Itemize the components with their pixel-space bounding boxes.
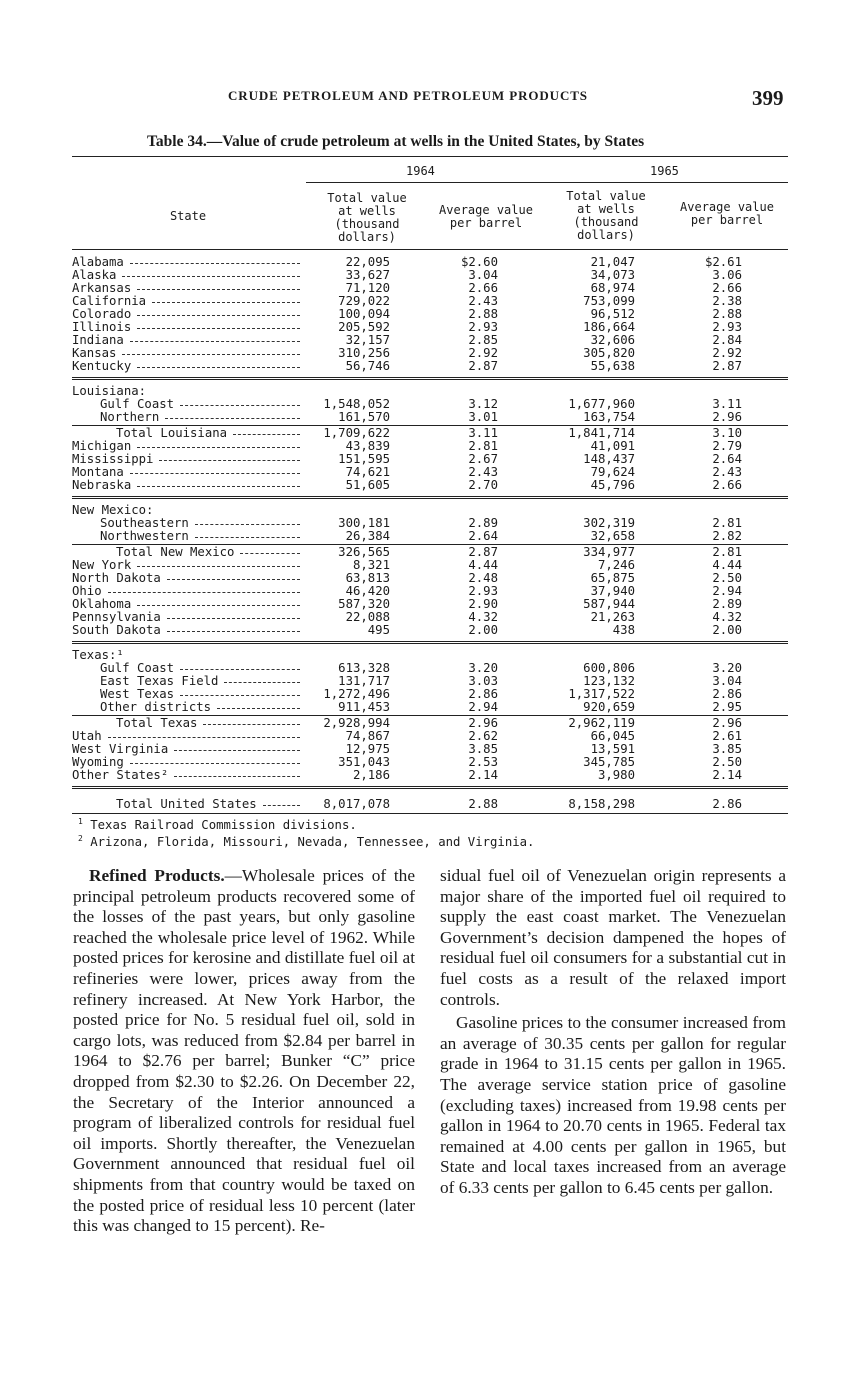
leader-dots [180, 405, 300, 406]
cell-a64: 2.70 [468, 478, 498, 492]
cell-a65: 2.00 [712, 623, 742, 637]
cell-a65: 2.50 [712, 755, 742, 769]
table-row [72, 530, 788, 543]
table-row [72, 585, 788, 598]
cell-a65: 4.32 [712, 610, 742, 624]
table-row [72, 611, 788, 624]
cell-v64: 587,320 [338, 597, 390, 611]
cell-a64: 4.32 [468, 610, 498, 624]
cell-v65: 148,437 [583, 452, 635, 466]
cell-v65: 41,091 [590, 439, 635, 453]
cell-v65: 920,659 [583, 700, 635, 714]
leader-dots [137, 289, 300, 290]
cell-v64: 729,022 [338, 294, 390, 308]
leader-dots [130, 763, 300, 764]
cell-a64: 3.01 [468, 410, 498, 424]
total-value-1964-header: Total value at wells (thousand dollars) [327, 191, 407, 244]
cell-a65: 2.50 [712, 571, 742, 585]
cell-v64: 911,453 [338, 700, 390, 714]
cell-a65: 2.88 [712, 307, 742, 321]
cell-v65: 45,796 [590, 478, 635, 492]
table-row [72, 743, 788, 756]
total-value-1965-header: Total value at wells (thousand dollars) [566, 189, 646, 242]
leader-dots [108, 737, 300, 738]
leader-dots [130, 341, 300, 342]
table-row [72, 440, 788, 453]
cell-a65: 2.89 [712, 597, 742, 611]
table-footnotes [78, 815, 534, 849]
cell-a65: 2.79 [712, 439, 742, 453]
cell-a65: 4.44 [712, 558, 742, 572]
table-row [72, 334, 788, 347]
row-label: Louisiana: [72, 384, 147, 398]
cell-v65: 438 [612, 623, 635, 637]
cell-v64: 2,186 [352, 768, 390, 782]
footnote-1-mark: 1 [78, 817, 83, 826]
average-value-1964-header: Average value per barrel [439, 203, 533, 230]
cell-v64: 63,813 [345, 571, 390, 585]
table-row [72, 479, 788, 492]
cell-v65: 1,677,960 [568, 397, 635, 411]
cell-v64: 74,621 [345, 465, 390, 479]
cell-a64: 2.66 [468, 281, 498, 295]
cell-a65: 2.64 [712, 452, 742, 466]
running-head: CRUDE PETROLEUM AND PETROLEUM PRODUCTS [228, 88, 588, 103]
cell-v64: 1,548,052 [323, 397, 390, 411]
row-label: New York [72, 558, 132, 572]
table-row [72, 546, 788, 559]
state-column-header: State [169, 209, 207, 223]
footnote-1 [78, 815, 534, 832]
cell-v64: 205,592 [338, 320, 390, 334]
table-row [72, 675, 788, 688]
row-label: West Virginia [72, 742, 169, 756]
row-label: Gulf Coast [100, 397, 175, 411]
cell-a65: 2.81 [712, 516, 742, 530]
row-label: Total New Mexico [116, 545, 235, 559]
table-row [72, 598, 788, 611]
year-1965-header: 1965 [650, 164, 679, 178]
cell-a65: 2.84 [712, 333, 742, 347]
cell-a65: 3.04 [712, 674, 742, 688]
cell-v65: 302,319 [583, 516, 635, 530]
table-row [72, 559, 788, 572]
cell-v64: 326,565 [338, 545, 390, 559]
cell-v65: 65,875 [590, 571, 635, 585]
cell-v64: 495 [367, 623, 390, 637]
leader-dots [137, 315, 300, 316]
table-row [72, 385, 788, 398]
cell-v64: 51,605 [345, 478, 390, 492]
row-label: Mississippi [72, 452, 154, 466]
cell-v65: 21,263 [590, 610, 635, 624]
row-label: Total United States [116, 797, 257, 811]
table-row [72, 295, 788, 308]
cell-v65: 79,624 [590, 465, 635, 479]
row-label: Montana [72, 465, 124, 479]
cell-a65: 2.14 [712, 768, 742, 782]
leader-dots [122, 354, 300, 355]
row-label: Oklahoma [72, 597, 132, 611]
row-label: Northwestern [100, 529, 189, 543]
cell-v65: 32,658 [590, 529, 635, 543]
footnote-2-text: Arizona, Florida, Missouri, Nevada, Tennessee, and Virginia. [90, 835, 535, 850]
leader-dots [137, 447, 300, 448]
cell-a64: 2.14 [468, 768, 498, 782]
cell-v65: 123,132 [583, 674, 635, 688]
cell-a64: 2.00 [468, 623, 498, 637]
cell-v64: 71,120 [345, 281, 390, 295]
table-row [72, 798, 788, 811]
table-row [72, 730, 788, 743]
cell-a64: 3.12 [468, 397, 498, 411]
leader-dots [263, 805, 300, 806]
cell-a65: 2.96 [712, 410, 742, 424]
table-row [72, 347, 788, 360]
table-row [72, 701, 788, 714]
cell-a65: 3.10 [712, 426, 742, 440]
row-label: Total Louisiana [116, 426, 228, 440]
average-value-1965-header: Average value per barrel [680, 200, 774, 227]
table-row [72, 269, 788, 282]
row-label: South Dakota [72, 623, 161, 637]
cell-v65: 163,754 [583, 410, 635, 424]
row-label: Total Texas [116, 716, 198, 730]
cell-v65: 1,317,522 [568, 687, 635, 701]
row-label: Other States² [72, 768, 169, 782]
leader-dots [167, 579, 300, 580]
group-separator-rule [72, 496, 788, 499]
cell-a65: 2.66 [712, 478, 742, 492]
cell-v64: 8,321 [352, 558, 390, 572]
cell-a64: 2.43 [468, 465, 498, 479]
cell-v64: 300,181 [338, 516, 390, 530]
cell-v64: 56,746 [345, 359, 390, 373]
cell-v64: 22,088 [345, 610, 390, 624]
cell-a64: 2.88 [468, 307, 498, 321]
cell-v65: 32,606 [590, 333, 635, 347]
leader-dots [137, 486, 300, 487]
row-label: Kentucky [72, 359, 132, 373]
cell-a65: 3.20 [712, 661, 742, 675]
leader-dots [165, 418, 300, 419]
cell-a64: 2.93 [468, 320, 498, 334]
cell-a64: 2.62 [468, 729, 498, 743]
footnote-2 [78, 832, 534, 849]
leader-dots [195, 537, 300, 538]
cell-a64: 2.94 [468, 700, 498, 714]
cell-a65: 2.43 [712, 465, 742, 479]
cell-v64: 12,975 [345, 742, 390, 756]
cell-a64: 2.92 [468, 346, 498, 360]
row-label: New Mexico: [72, 503, 154, 517]
header-bottom-rule [72, 249, 788, 250]
footnote-2-mark: 2 [78, 834, 83, 844]
cell-a64: 3.85 [468, 742, 498, 756]
row-label: Pennsylvania [72, 610, 161, 624]
right-column-paragraph-1: sidual fuel oil of Venezuelan origin represents a major share of the imported fuel oil required to supply the east coast market. The Venezuelan Government’s decision dampened the hopes of residual fuel oil consumers for a substantial cut in fuel costs as a result of the relaxed import controls. [440, 866, 786, 1009]
row-label: Indiana [72, 333, 124, 347]
table-row [72, 398, 788, 411]
cell-a65: $2.61 [704, 255, 742, 269]
cell-a65: 2.92 [712, 346, 742, 360]
table-row [72, 453, 788, 466]
table-bottom-rule [72, 813, 788, 814]
leader-dots [240, 553, 300, 554]
row-label: Colorado [72, 307, 132, 321]
cell-a64: 2.88 [468, 797, 498, 811]
cell-v64: 1,709,622 [323, 426, 390, 440]
body-left-column [73, 866, 415, 1237]
row-label: Ohio [72, 584, 102, 598]
cell-v64: 161,570 [338, 410, 390, 424]
row-label: Illinois [72, 320, 132, 334]
table-row [72, 321, 788, 334]
cell-v65: 305,820 [583, 346, 635, 360]
cell-a65: 2.38 [712, 294, 742, 308]
cell-a64: 2.87 [468, 545, 498, 559]
table-row [72, 427, 788, 440]
cell-a64: 2.87 [468, 359, 498, 373]
cell-v65: 186,664 [583, 320, 635, 334]
cell-a65: 3.11 [712, 397, 742, 411]
leader-dots [137, 328, 300, 329]
left-column-text: —Wholesale prices of the principal petroleum products recovered some of the losses of the past years, but only gasoline reached the wholesale price level of 1962. While posted prices for kerosine and distillate fuel oil at refineries were lower, prices away from the refinery increased. At New York Harbor, the posted price for No. 5 residual fuel oil, sold in cargo lots, was reduced from $2.84 per barrel in 1964 to $2.76 per barrel; Bunker “C” price dropped from $2.30 to $2.26. On December 22, the Secretary of the Interior announced a program of liberalized controls for residual fuel oil imports. Shortly thereafter, the Venezuelan Government announced that residual fuel oil shipments from that country would be taxed on the posted price of residual less 10 percent (later this was changed to 15 percent). Re- [73, 866, 415, 1236]
cell-a64: 2.85 [468, 333, 498, 347]
cell-a65: 2.86 [712, 797, 742, 811]
leader-dots [137, 605, 300, 606]
table-top-rule [72, 156, 788, 157]
cell-v65: 66,045 [590, 729, 635, 743]
runin-heading: Refined Products. [89, 866, 225, 885]
cell-a64: 3.20 [468, 661, 498, 675]
table-row [72, 756, 788, 769]
footnote-1-text: Texas Railroad Commission divisions. [90, 818, 357, 833]
cell-a65: 2.93 [712, 320, 742, 334]
table-row [72, 282, 788, 295]
row-label: Utah [72, 729, 102, 743]
cell-v64: 2,928,994 [323, 716, 390, 730]
cell-v64: 33,627 [345, 268, 390, 282]
table-row [72, 649, 788, 662]
row-label: East Texas Field [100, 674, 219, 688]
row-label: Other districts [100, 700, 212, 714]
cell-a65: 2.96 [712, 716, 742, 730]
cell-v64: 151,595 [338, 452, 390, 466]
table-row [72, 308, 788, 321]
cell-v65: 96,512 [590, 307, 635, 321]
cell-v65: 68,974 [590, 281, 635, 295]
cell-v64: 8,017,078 [323, 797, 390, 811]
cell-v65: 345,785 [583, 755, 635, 769]
cell-v64: 26,384 [345, 529, 390, 543]
table-row [72, 769, 788, 782]
cell-a65: 2.87 [712, 359, 742, 373]
leader-dots [217, 708, 300, 709]
cell-v65: 334,977 [583, 545, 635, 559]
cell-v65: 3,980 [597, 768, 635, 782]
cell-v64: 351,043 [338, 755, 390, 769]
page-number: 399 [752, 86, 784, 110]
leader-dots [180, 695, 300, 696]
cell-a64: $2.60 [460, 255, 498, 269]
cell-a64: 4.44 [468, 558, 498, 572]
cell-a64: 2.53 [468, 755, 498, 769]
table-row [72, 572, 788, 585]
leader-dots [195, 524, 300, 525]
cell-a65: 2.82 [712, 529, 742, 543]
right-column-paragraph-2: Gasoline prices to the consumer increased from an average of 30.35 cents per gallon for regular grade in 1964 to 31.15 cents per gallon in 1965. The average service station price of gasoline (excluding taxes) increased from 19.98 cents per gallon in 1964 to 20.70 cents in 1965. Federal tax remained at 4.00 cents per gallon in 1965, but State and local taxes increased from an average of 6.33 cents per gallon to 6.45 cents per gallon. [440, 1013, 786, 1197]
row-label: Texas:¹ [72, 648, 124, 662]
cell-v64: 32,157 [345, 333, 390, 347]
row-label: Southeastern [100, 516, 189, 530]
leader-dots [233, 434, 300, 435]
cell-v64: 131,717 [338, 674, 390, 688]
cell-v65: 34,073 [590, 268, 635, 282]
cell-a64: 3.11 [468, 426, 498, 440]
cell-a65: 3.85 [712, 742, 742, 756]
year-header-rule [306, 182, 788, 183]
cell-v64: 43,839 [345, 439, 390, 453]
table-row [72, 411, 788, 424]
leader-dots [159, 460, 300, 461]
cell-a64: 2.81 [468, 439, 498, 453]
cell-v64: 613,328 [338, 661, 390, 675]
group-separator-rule [72, 641, 788, 644]
cell-a64: 2.93 [468, 584, 498, 598]
row-label: Gulf Coast [100, 661, 175, 675]
cell-v64: 100,094 [338, 307, 390, 321]
leader-dots [167, 618, 300, 619]
table-row [72, 717, 788, 730]
row-label: North Dakota [72, 571, 161, 585]
year-1964-header: 1964 [406, 164, 435, 178]
table-row [72, 624, 788, 637]
cell-v65: 13,591 [590, 742, 635, 756]
cell-v65: 600,806 [583, 661, 635, 675]
cell-a64: 2.90 [468, 597, 498, 611]
cell-v65: 587,944 [583, 597, 635, 611]
cell-a64: 2.67 [468, 452, 498, 466]
cell-a65: 3.06 [712, 268, 742, 282]
cell-a64: 2.89 [468, 516, 498, 530]
page-header [0, 86, 859, 110]
cell-a65: 2.61 [712, 729, 742, 743]
row-label: Kansas [72, 346, 117, 360]
cell-a65: 2.94 [712, 584, 742, 598]
cell-v65: 2,962,119 [568, 716, 635, 730]
cell-a64: 2.64 [468, 529, 498, 543]
cell-v65: 1,841,714 [568, 426, 635, 440]
cell-v65: 55,638 [590, 359, 635, 373]
cell-v65: 8,158,298 [568, 797, 635, 811]
cell-a65: 2.86 [712, 687, 742, 701]
cell-v64: 46,420 [345, 584, 390, 598]
cell-a64: 2.96 [468, 716, 498, 730]
leader-dots [108, 592, 300, 593]
leader-dots [122, 276, 300, 277]
body-right-column [440, 866, 786, 1202]
row-label: Arkansas [72, 281, 132, 295]
row-label: West Texas [100, 687, 175, 701]
cell-a64: 3.03 [468, 674, 498, 688]
cell-v65: 37,940 [590, 584, 635, 598]
row-label: Michigan [72, 439, 132, 453]
cell-v65: 21,047 [590, 255, 635, 269]
leader-dots [167, 631, 300, 632]
cell-a65: 2.66 [712, 281, 742, 295]
leader-dots [224, 682, 300, 683]
cell-v65: 753,099 [583, 294, 635, 308]
cell-v64: 74,867 [345, 729, 390, 743]
row-label: Nebraska [72, 478, 132, 492]
row-label: Alaska [72, 268, 117, 282]
row-label: Northern [100, 410, 160, 424]
group-separator-rule [72, 786, 788, 789]
leader-dots [174, 776, 300, 777]
cell-a64: 2.48 [468, 571, 498, 585]
leader-dots [130, 473, 300, 474]
cell-v64: 22,095 [345, 255, 390, 269]
table-caption: Table 34.—Value of crude petroleum at wells in the United States, by States [147, 133, 645, 150]
cell-a65: 2.81 [712, 545, 742, 559]
cell-v64: 310,256 [338, 346, 390, 360]
leader-dots [152, 302, 300, 303]
cell-v65: 7,246 [597, 558, 635, 572]
cell-a64: 2.86 [468, 687, 498, 701]
cell-a64: 3.04 [468, 268, 498, 282]
row-label: Alabama [72, 255, 124, 269]
table-row [72, 256, 788, 269]
leader-dots [137, 566, 300, 567]
row-label: California [72, 294, 147, 308]
leader-dots [137, 367, 300, 368]
cell-a65: 2.95 [712, 700, 742, 714]
cell-v64: 1,272,496 [323, 687, 390, 701]
leader-dots [180, 669, 300, 670]
table-row [72, 466, 788, 479]
leader-dots [130, 263, 300, 264]
table-row [72, 360, 788, 373]
group-separator-rule [72, 377, 788, 380]
cell-a64: 2.43 [468, 294, 498, 308]
leader-dots [203, 724, 300, 725]
row-label: Wyoming [72, 755, 124, 769]
leader-dots [174, 750, 300, 751]
